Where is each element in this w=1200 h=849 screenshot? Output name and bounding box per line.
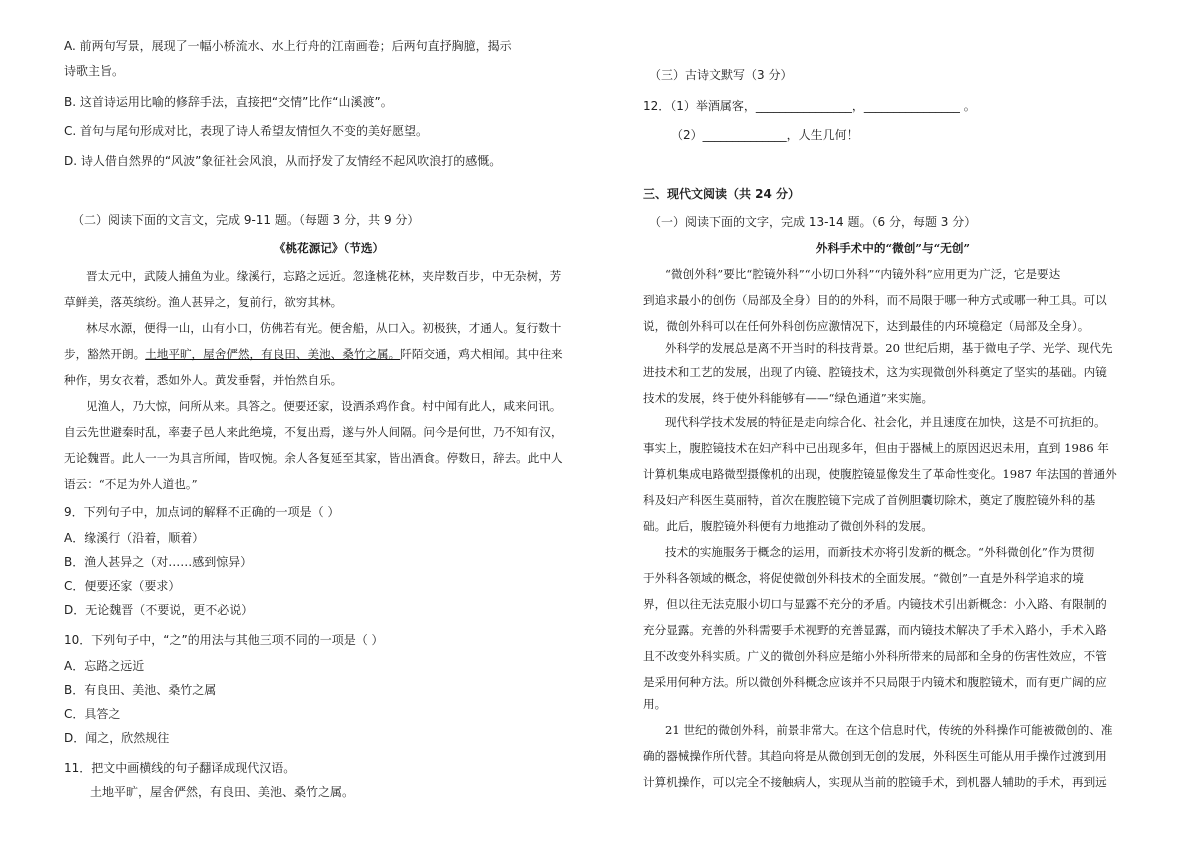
article-line: 础。此后，腹腔镜外科便有力地推动了微创外科的发展。 xyxy=(643,519,933,533)
article-line: 用。 xyxy=(643,697,667,711)
q10-option-d: D．闻之，欣然规往 xyxy=(64,731,170,745)
q9-option-a: A．缘溪行（沿着，顺着） xyxy=(64,531,205,545)
q9-option-d: D．无论魏晋（不要说，更不必说） xyxy=(64,603,254,617)
q10-stem: 10．下列句子中，“之”的用法与其他三项不同的一项是（ ） xyxy=(64,633,384,647)
article-title: 外科手术中的“微创”与“无创” xyxy=(815,241,971,255)
q8-option-a: A. 前两句写景，展现了一幅小桥流水、水上行舟的江南画卷；后两句直抒胸臆，揭示 xyxy=(64,39,512,53)
article-line: 事实上，腹腔镜技术在妇产科中已出现多年，但由于器械上的原因迟迟未用，直到 1986 年 xyxy=(643,441,1109,455)
article-line: 现代科学技术发展的特征是走向综合化、社会化，并且速度在加快，这是不可抗拒的。 xyxy=(665,415,1106,429)
passage-line: 语云：“不足为外人道也。” xyxy=(64,477,198,491)
article-line: 计算机操作，可以完全不接触病人，实现从当前的腔镜手术，到机器人辅助的手术，再到远 xyxy=(643,775,1107,789)
passage-line: 草鲜美，落英缤纷。渔人甚异之，复前行，欲穷其林。 xyxy=(64,295,343,309)
part3-subheading: （一）阅读下面的文字，完成 13-14 题。（6 分，每题 3 分） xyxy=(649,215,977,229)
q11-sentence: 土地平旷，屋舍俨然，有良田、美池、桑竹之属。 xyxy=(90,785,355,799)
article-line: 技术的实施服务于概念的运用，而新技术亦将引发新的概念。“外科微创化”作为贯彻 xyxy=(665,545,1095,559)
article-line: 是采用何种方法。所以微创外科概念应该并不只局限于内镜术和腹腔镜术，而有更广阔的应 xyxy=(643,675,1107,689)
q8-option-d: D. 诗人借自然界的“风波”象征社会风浪，从而抒发了友情经不起风吹浪打的感慨。 xyxy=(64,154,502,168)
part3-heading: 三、现代文阅读（共 24 分） xyxy=(643,187,801,201)
passage-text: 步，豁然开朗。 xyxy=(64,347,146,361)
article-line: 技术的发展，终于使外科能够有——“绿色通道”来实施。 xyxy=(643,391,934,405)
q8-option-a-cont: 诗歌主旨。 xyxy=(64,64,125,78)
article-line: 计算机集成电路微型摄像机的出现，使腹腔镜显像发生了革命性变化。1987 年法国的普通外 xyxy=(643,467,1117,481)
q9-option-b: B．渔人甚异之（对……感到惊异） xyxy=(64,555,253,569)
q10-option-a: A．忘路之远近 xyxy=(64,659,145,673)
article-line: 说，微创外科可以在任何外科创伤应激情况下，达到最佳的内环境稳定（局部及全身）。 xyxy=(643,319,1090,333)
passage-line: 无论魏晋。此人一一为具言所闻，皆叹惋。余人各复延至其家，皆出酒食。停数日，辞去。此中人 xyxy=(64,451,563,465)
section3-heading: （三）古诗文默写（3 分） xyxy=(649,68,793,82)
q12-line1: 12．（1）举酒属客，________________，________________ 。 xyxy=(643,99,976,113)
passage-text: 阡陌交通，鸡犬相闻。其中往来 xyxy=(400,347,563,361)
article-line: 外科学的发展总是离不开当时的科技背景。20 世纪后期，基于微电子学、光学、现代先 xyxy=(665,341,1113,355)
article-line: 科及妇产科医生莫丽特，首次在腹腔镜下完成了首例胆囊切除术，奠定了腹腔镜外科的基 xyxy=(643,493,1096,507)
underlined-sentence: 土地平旷，屋舍俨然，有良田、美池、桑竹之属。 xyxy=(145,347,401,361)
q10-option-c: C．具答之 xyxy=(64,707,121,721)
section2-heading: （二）阅读下面的文言文，完成 9-11 题。（每题 3 分，共 9 分） xyxy=(72,213,420,227)
q9-option-c: C．便要还家（要求） xyxy=(64,579,181,593)
article-line: 于外科各领域的概念，将促使微创外科技术的全面发展。“微创”一直是外科学追求的境 xyxy=(643,571,1084,585)
q8-option-b: B. 这首诗运用比喻的修辞手法，直接把“交情”比作“山溪渡”。 xyxy=(64,95,393,109)
article-line: “微创外科”要比“腔镜外科”“小切口外科”“内镜外科”应用更为广泛，它是要达 xyxy=(665,267,1061,281)
article-line: 且不改变外科实质。广义的微创外科应是缩小外科所带来的局部和全身的伤害性效应，不管 xyxy=(643,649,1107,663)
passage-title: 《桃花源记》（节选） xyxy=(273,241,385,255)
passage-line: 见渔人，乃大惊，问所从来。具答之。便要还家，设酒杀鸡作食。村中闻有此人，咸来问讯。 xyxy=(86,399,562,413)
article-line: 充分显露。充善的外科需要手术视野的充善显露，而内镜技术解决了手术入路小，手术入路 xyxy=(643,623,1107,637)
q12-line2: （2）______________，人生几何！ xyxy=(671,128,859,142)
q9-stem: 9．下列句子中，加点词的解释不正确的一项是（ ） xyxy=(64,505,340,519)
article-line: 21 世纪的微创外科，前景非常大。在这个信息时代，传统的外科操作可能被微创的、准 xyxy=(665,723,1113,737)
passage-line: 晋太元中，武陵人捕鱼为业。缘溪行，忘路之远近。忽逢桃花林，夹岸数百步，中无杂树，芳 xyxy=(86,269,562,283)
article-line: 界，但以往无法克服小切口与显露不充分的矛盾。内镜技术引出新概念：小入路、有限制的 xyxy=(643,597,1107,611)
q11-stem: 11．把文中画横线的句子翻译成现代汉语。 xyxy=(64,761,296,775)
q10-option-b: B．有良田、美池、桑竹之属 xyxy=(64,683,217,697)
passage-line: 林尽水源，便得一山，山有小口，仿佛若有光。便舍船，从口入。初极狭，才通人。复行数十 xyxy=(86,321,562,335)
passage-line-mixed xyxy=(64,346,563,362)
article-line: 到追求最小的创伤（局部及全身）目的的外科，而不局限于哪一种方式或哪一种工具。可以 xyxy=(643,293,1107,307)
passage-line: 种作，男女衣着，悉如外人。黄发垂髫，并怡然自乐。 xyxy=(64,373,343,387)
article-line: 进技术和工艺的发展，出现了内镜、腔镜技术，这为实现微创外科奠定了坚实的基础。内镜 xyxy=(643,365,1107,379)
article-line: 确的器械操作所代替。其趋向将是从微创到无创的发展，外科医生可能从用手操作过渡到用 xyxy=(643,749,1107,763)
q8-option-c: C. 首句与尾句形成对比，表现了诗人希望友情恒久不变的美好愿望。 xyxy=(64,124,429,138)
passage-line: 自云先世避秦时乱，率妻子邑人来此绝境，不复出焉，遂与外人间隔。问今是何世，乃不知有汉， xyxy=(64,425,563,439)
